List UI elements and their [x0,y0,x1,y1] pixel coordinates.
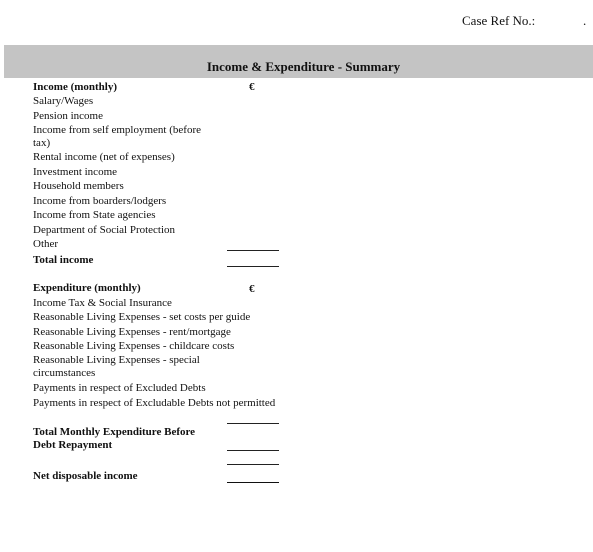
expenditure-item-excludable: Payments in respect of Excludable Debts not permitted [33,397,276,409]
expenditure-currency: € [249,283,255,295]
expenditure-item-rent-mortgage: Reasonable Living Expenses - rent/mortgage [33,326,231,338]
income-item-boarders: Income from boarders/lodgers [33,195,167,207]
expenditure-heading: Expenditure (monthly) [33,282,141,294]
expenditure-line-upper [227,423,279,424]
net-income-label: Net disposable income [33,470,138,482]
case-ref-label: Case Ref No.: [462,13,536,28]
total-expenditure-label: Total Monthly Expenditure Before Debt Repayment [33,426,196,451]
total-income-line [227,266,279,267]
expenditure-item-special: Reasonable Living Expenses - special circumstances [33,354,200,379]
income-item-state: Income from State agencies [33,209,156,221]
income-item-rental: Rental income (net of expenses) [33,151,175,163]
expenditure-item-excluded: Payments in respect of Excluded Debts [33,382,206,394]
net-income-line-upper [227,464,279,465]
income-item-investment: Investment income [33,166,118,178]
case-ref-value: . [583,13,587,28]
income-item-social-protection: Department of Social Protection [33,224,176,236]
income-currency: € [249,81,255,93]
income-item-household: Household members [33,180,124,192]
income-item-other: Other [33,238,59,250]
income-item-pension: Pension income [33,110,103,122]
total-expenditure-line [227,450,279,451]
income-heading: Income (monthly) [33,81,118,93]
income-item-salary: Salary/Wages [33,95,94,107]
expenditure-item-set-costs: Reasonable Living Expenses - set costs per guide [33,311,251,323]
expenditure-item-childcare: Reasonable Living Expenses - childcare costs [33,340,235,352]
net-income-line [227,482,279,483]
income-item-self-employment: Income from self employment (before tax) [33,124,201,149]
page-title: Income & Expenditure - Summary [206,59,401,74]
expenditure-item-tax: Income Tax & Social Insurance [33,297,172,309]
income-other-line [227,250,279,251]
total-income-label: Total income [33,254,94,266]
title-banner [4,45,593,78]
